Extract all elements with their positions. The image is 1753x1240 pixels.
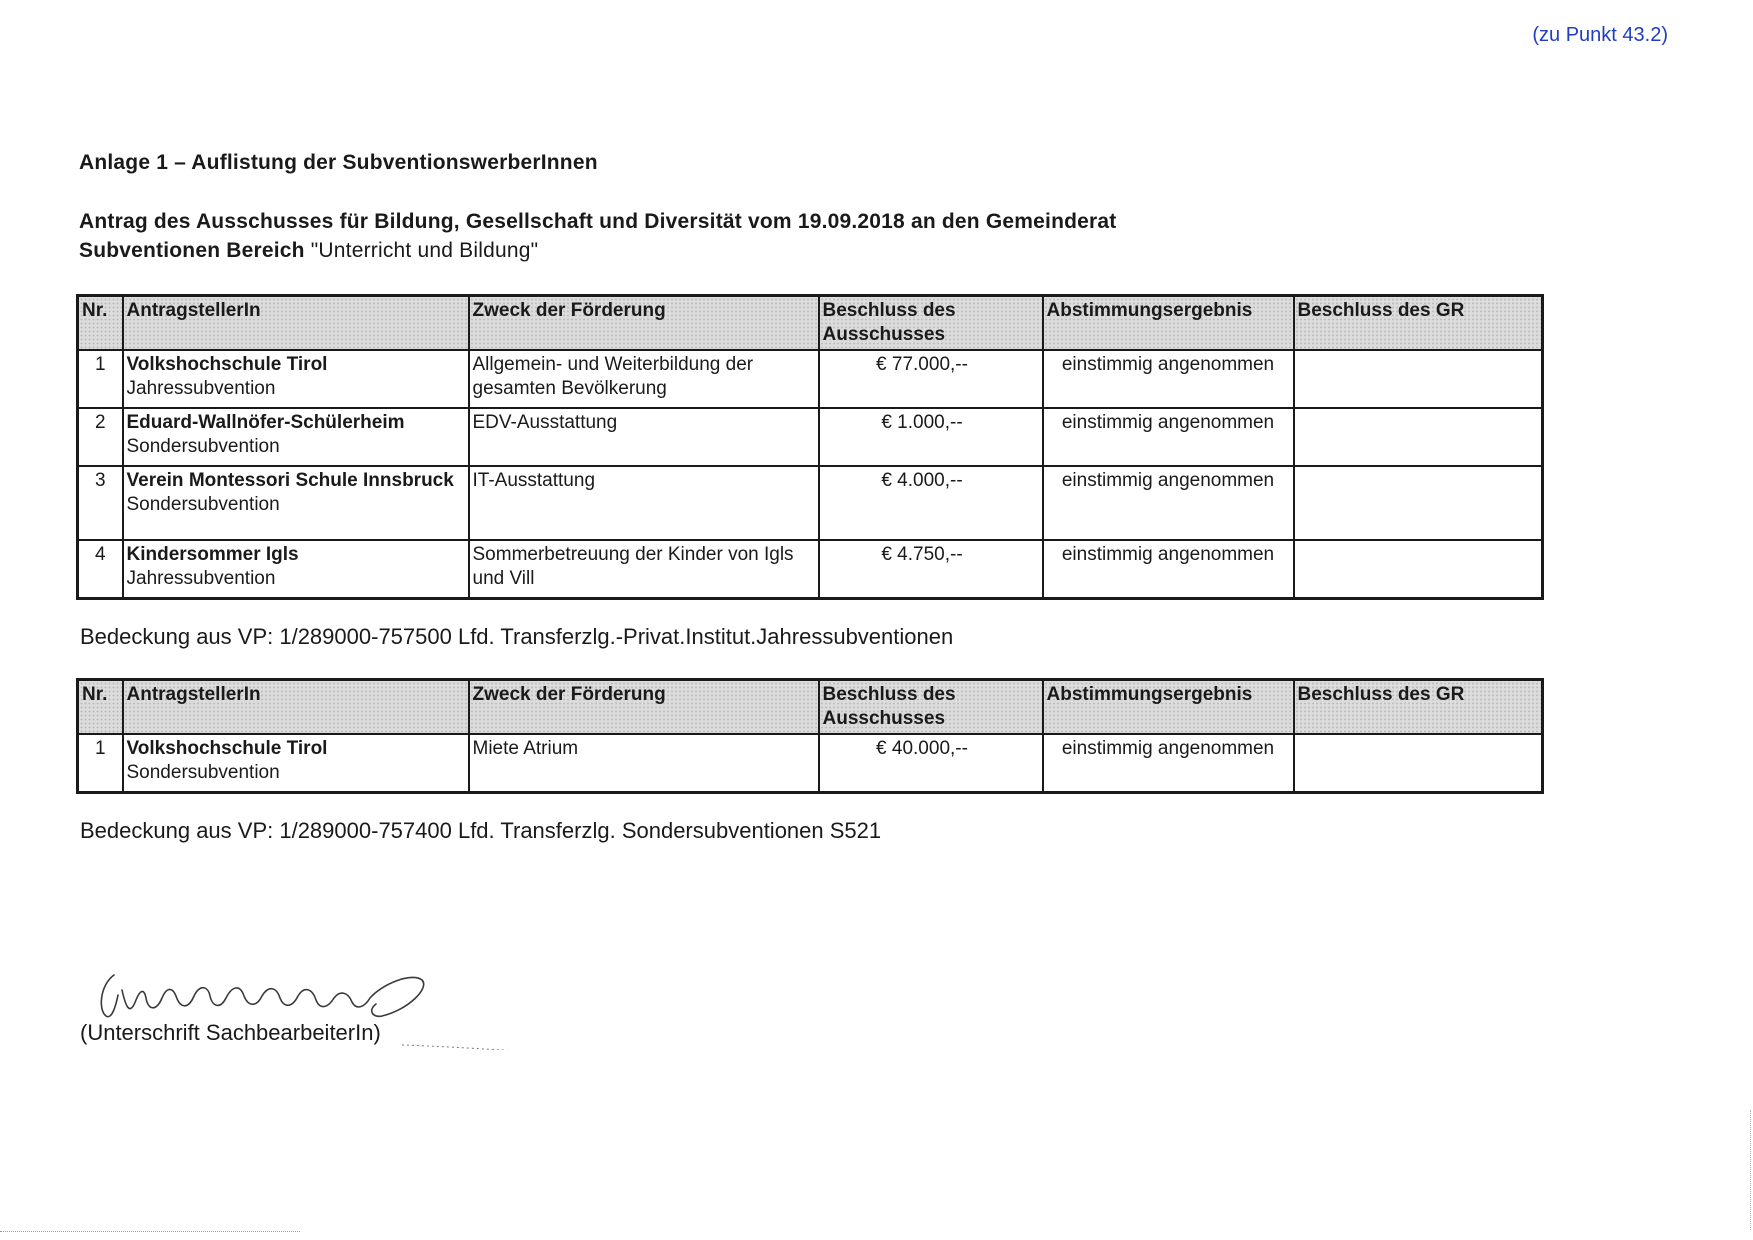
col-header-nr: Nr. — [78, 296, 123, 351]
subsidy-type: Sondersubvention — [126, 762, 280, 783]
purpose-cell: IT-Ausstattung — [469, 466, 819, 540]
area-heading — [79, 239, 538, 263]
council-decision-cell — [1294, 408, 1543, 466]
area-name: "Unterricht und Bildung" — [310, 239, 539, 262]
vote-cell: einstimmig angenommen — [1043, 734, 1294, 792]
applicant-name: Verein Montessori Schule Innsbruck — [126, 470, 454, 491]
amount-cell: € 40.000,-- — [819, 734, 1043, 792]
coverage-note-annual: Bedeckung aus VP: 1/289000-757500 Lfd. Transferzlg.-Privat.Institut.Jahressubventionen — [80, 624, 954, 649]
col-header-council-decision: Beschluss des GR — [1294, 680, 1543, 735]
subsidy-type: Sondersubvention — [126, 436, 280, 457]
purpose-cell: Miete Atrium — [469, 734, 819, 792]
row-nr: 4 — [78, 540, 123, 598]
vote-cell: einstimmig angenommen — [1043, 540, 1294, 598]
col-header-applicant: AntragstellerIn — [123, 296, 469, 351]
applicant-cell — [123, 408, 469, 466]
purpose-cell: EDV-Ausstattung — [469, 408, 819, 466]
table-row — [78, 466, 1543, 540]
scan-artifact-edge — [1750, 1110, 1751, 1230]
col-header-vote-result: Abstimmungsergebnis — [1043, 680, 1294, 735]
page-title: Anlage 1 – Auflistung der SubventionswerberInnen — [79, 151, 598, 174]
applicant-name: Volkshochschule Tirol — [126, 354, 328, 375]
amount-cell: € 77.000,-- — [819, 350, 1043, 408]
row-nr: 1 — [78, 350, 123, 408]
amount-cell: € 4.000,-- — [819, 466, 1043, 540]
area-label: Subventionen Bereich — [79, 239, 305, 262]
row-nr: 3 — [78, 466, 123, 540]
col-header-committee-decision: Beschluss des Ausschusses — [819, 680, 1043, 735]
table-row — [78, 408, 1543, 466]
council-decision-cell — [1294, 466, 1543, 540]
applicant-cell — [123, 734, 469, 792]
council-decision-cell — [1294, 734, 1543, 792]
agenda-reference: (zu Punkt 43.2) — [1532, 24, 1668, 46]
scan-artifact-line — [0, 1231, 300, 1232]
col-header-committee-decision: Beschluss des Ausschusses — [819, 296, 1043, 351]
col-header-applicant: AntragstellerIn — [123, 680, 469, 735]
table-row — [78, 540, 1543, 598]
motion-heading: Antrag des Ausschusses für Bildung, Gesellschaft und Diversität vom 19.09.2018 an den Gemeinderat — [79, 210, 1117, 233]
table-header-row — [78, 296, 1543, 351]
vote-cell: einstimmig angenommen — [1043, 350, 1294, 408]
council-decision-cell — [1294, 540, 1543, 598]
applicant-cell — [123, 350, 469, 408]
purpose-cell: Sommerbetreuung der Kinder von Igls und Vill — [469, 540, 819, 598]
table-header-row — [78, 680, 1543, 735]
vote-cell: einstimmig angenommen — [1043, 466, 1294, 540]
applicant-name: Kindersommer Igls — [126, 544, 299, 565]
amount-cell: € 1.000,-- — [819, 408, 1043, 466]
col-header-purpose: Zweck der Förderung — [469, 680, 819, 735]
applicant-cell — [123, 466, 469, 540]
subsidy-table-special — [76, 678, 1544, 794]
applicant-name: Volkshochschule Tirol — [126, 738, 328, 759]
subsidy-type: Jahressubvention — [126, 378, 276, 399]
col-header-nr: Nr. — [78, 680, 123, 735]
subsidy-type: Sondersubvention — [126, 494, 280, 515]
signature-caption: (Unterschrift SachbearbeiterIn) — [80, 1020, 381, 1045]
purpose-cell: Allgemein- und Weiterbildung der gesamten Bevölkerung — [469, 350, 819, 408]
row-nr: 1 — [78, 734, 123, 792]
row-nr: 2 — [78, 408, 123, 466]
col-header-vote-result: Abstimmungsergebnis — [1043, 296, 1294, 351]
table-row — [78, 350, 1543, 408]
table-row — [78, 734, 1543, 792]
subsidy-table-annual — [76, 294, 1544, 600]
applicant-name: Eduard-Wallnöfer-Schülerheim — [126, 412, 405, 433]
coverage-note-special: Bedeckung aus VP: 1/289000-757400 Lfd. Transferzlg. Sondersubventionen S521 — [80, 818, 882, 843]
amount-cell: € 4.750,-- — [819, 540, 1043, 598]
subsidy-type: Jahressubvention — [126, 568, 276, 589]
council-decision-cell — [1294, 350, 1543, 408]
applicant-cell — [123, 540, 469, 598]
col-header-council-decision: Beschluss des GR — [1294, 296, 1543, 351]
col-header-purpose: Zweck der Förderung — [469, 296, 819, 351]
vote-cell: einstimmig angenommen — [1043, 408, 1294, 466]
